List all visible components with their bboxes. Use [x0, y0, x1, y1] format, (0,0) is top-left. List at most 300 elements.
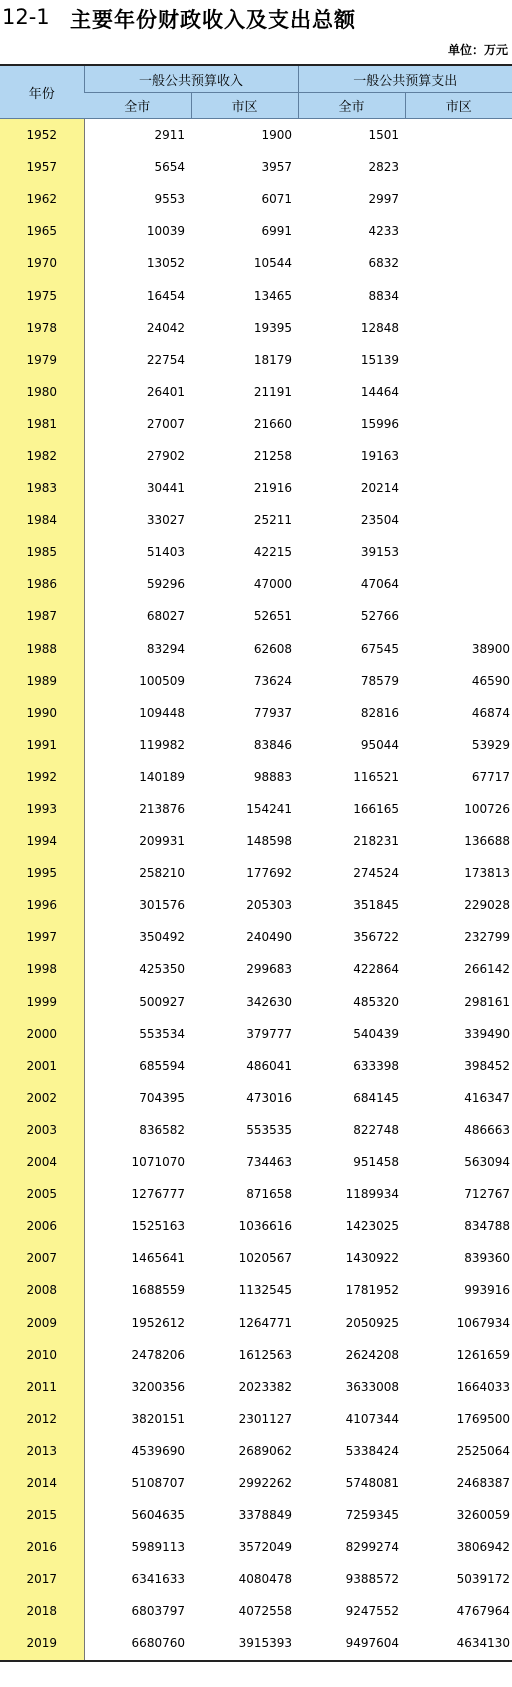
revenue-district-cell: 379777	[246, 1026, 293, 1041]
year-cell: 1996	[0, 889, 84, 921]
expenditure-city-cell: 7259345	[345, 1508, 400, 1523]
year-cell: 2013	[0, 1435, 84, 1467]
revenue-city-cell: 836582	[139, 1122, 185, 1137]
expenditure-city-cell: 82816	[360, 705, 400, 720]
year-cell: 1975	[0, 279, 84, 311]
expenditure-district-cell: 53929	[471, 737, 511, 752]
expenditure-district-cell	[405, 504, 512, 536]
revenue-city-cell: 13052	[146, 256, 185, 271]
year-cell: 1992	[0, 761, 84, 793]
table-row	[0, 1595, 512, 1627]
table-row	[0, 1531, 512, 1563]
expenditure-district-cell	[405, 183, 512, 215]
year-cell: 1981	[0, 408, 84, 440]
year-cell: 1970	[0, 247, 84, 279]
expenditure-district-cell	[405, 440, 512, 472]
revenue-district-cell: 4080478	[238, 1572, 293, 1587]
expenditure-district-cell: 46590	[471, 673, 511, 688]
revenue-city-cell: 685594	[139, 1058, 185, 1073]
revenue-district-cell: 42215	[253, 545, 293, 560]
revenue-city-cell: 1071070	[131, 1155, 185, 1170]
expenditure-city-cell: 67545	[360, 641, 400, 656]
year-cell: 2003	[0, 1114, 84, 1146]
table-row	[0, 1082, 512, 1114]
expenditure-city-cell: 39153	[360, 545, 400, 560]
revenue-city-cell: 22754	[146, 352, 185, 367]
revenue-district-cell: 734463	[246, 1155, 293, 1170]
table-row	[0, 472, 512, 504]
expenditure-city-cell: 47064	[360, 577, 400, 592]
expenditure-district-cell	[405, 408, 512, 440]
revenue-city-cell: 350492	[139, 930, 185, 945]
year-cell: 1994	[0, 825, 84, 857]
revenue-district-cell: 52651	[253, 609, 293, 624]
expenditure-city-cell: 2624208	[345, 1347, 400, 1362]
expenditure-city-cell: 95044	[360, 737, 400, 752]
expenditure-city-cell: 8834	[368, 288, 400, 303]
table-row	[0, 408, 512, 440]
expenditure-district-cell: 266142	[464, 962, 511, 977]
revenue-district-cell: 21258	[253, 448, 293, 463]
revenue-district-cell: 3957	[261, 160, 293, 175]
revenue-city-cell: 68027	[146, 609, 185, 624]
expenditure-city-cell: 9247552	[345, 1604, 400, 1619]
revenue-district-cell: 553535	[246, 1122, 293, 1137]
year-cell: 1988	[0, 633, 84, 665]
expenditure-district-cell: 3806942	[456, 1540, 511, 1555]
table-row	[0, 119, 512, 152]
expenditure-district-cell: 1664033	[456, 1379, 511, 1394]
table-row	[0, 1242, 512, 1274]
revenue-district-cell: 25211	[253, 513, 293, 528]
revenue-district-cell: 299683	[246, 962, 293, 977]
revenue-district-cell: 1612563	[238, 1347, 293, 1362]
expenditure-city-cell: 422864	[353, 962, 400, 977]
year-cell: 1957	[0, 151, 84, 183]
expenditure-city-cell: 540439	[353, 1026, 400, 1041]
revenue-city-cell: 27007	[146, 416, 185, 431]
revenue-city-cell: 1276777	[131, 1187, 185, 1202]
table-row	[0, 729, 512, 761]
year-cell: 1984	[0, 504, 84, 536]
revenue-city-cell: 33027	[146, 513, 185, 528]
expenditure-city-cell: 1501	[368, 128, 400, 143]
revenue-city-cell: 30441	[146, 481, 185, 496]
revenue-city-cell: 3200356	[131, 1379, 185, 1394]
revenue-city-cell: 6341633	[131, 1572, 185, 1587]
revenue-district-cell: 10544	[253, 256, 293, 271]
revenue-city-cell: 425350	[139, 962, 185, 977]
year-cell: 2015	[0, 1499, 84, 1531]
revenue-city-cell: 3820151	[131, 1411, 185, 1426]
expenditure-city-cell: 951458	[353, 1155, 400, 1170]
revenue-city-cell: 553534	[139, 1026, 185, 1041]
expenditure-district-cell	[405, 119, 512, 152]
revenue-district-cell: 205303	[246, 898, 293, 913]
revenue-district-cell: 77937	[253, 705, 293, 720]
table-row	[0, 1467, 512, 1499]
expenditure-city-cell: 6832	[368, 256, 400, 271]
year-cell: 1990	[0, 697, 84, 729]
expenditure-district-cell: 1261659	[456, 1347, 511, 1362]
expenditure-district-cell: 834788	[464, 1219, 511, 1234]
table-row	[0, 344, 512, 376]
revenue-city-cell: 500927	[139, 994, 185, 1009]
revenue-city-cell: 209931	[139, 834, 185, 849]
table-row	[0, 986, 512, 1018]
revenue-district-cell: 18179	[253, 352, 293, 367]
year-column-header: 年份	[0, 65, 84, 119]
revenue-district-cell: 1132545	[238, 1283, 293, 1298]
expenditure-district-cell: 712767	[464, 1187, 511, 1202]
year-cell: 2005	[0, 1178, 84, 1210]
expenditure-district-cell: 298161	[464, 994, 511, 1009]
expenditure-city-cell: 2050925	[345, 1315, 400, 1330]
expenditure-group-header: 一般公共预算支出	[298, 65, 512, 93]
table-row	[0, 568, 512, 600]
table-row	[0, 504, 512, 536]
table-header	[0, 65, 512, 119]
expenditure-district-cell: 486663	[464, 1122, 511, 1137]
table-row	[0, 1563, 512, 1595]
revenue-district-cell: 1036616	[238, 1219, 293, 1234]
year-cell: 2017	[0, 1563, 84, 1595]
expenditure-district-cell	[405, 215, 512, 247]
year-cell: 2004	[0, 1146, 84, 1178]
year-cell: 1979	[0, 344, 84, 376]
revenue-city-cell: 4539690	[131, 1443, 185, 1458]
expenditure-district-cell: 563094	[464, 1155, 511, 1170]
revenue-city-cell: 27902	[146, 448, 185, 463]
table-row	[0, 279, 512, 311]
revenue-district-cell: 148598	[246, 834, 293, 849]
expenditure-city-cell: 12848	[360, 320, 400, 335]
revenue-district-cell: 154241	[246, 802, 293, 817]
expenditure-city-cell: 9388572	[345, 1572, 400, 1587]
table-row	[0, 1403, 512, 1435]
expenditure-district-cell	[405, 344, 512, 376]
revenue-city-cell: 9553	[154, 192, 185, 207]
revenue-city-cell: 5108707	[131, 1475, 185, 1490]
expenditure-city-cell: 684145	[353, 1090, 400, 1105]
revenue-city-cell: 10039	[146, 224, 185, 239]
revenue-group-header: 一般公共预算收入	[84, 65, 298, 93]
table-row	[0, 825, 512, 857]
table-row	[0, 536, 512, 568]
revenue-district-cell: 13465	[253, 288, 293, 303]
revenue-district-cell: 2689062	[238, 1443, 293, 1458]
year-cell: 2006	[0, 1210, 84, 1242]
revenue-city-cell: 109448	[139, 705, 185, 720]
year-cell: 2014	[0, 1467, 84, 1499]
revenue-city-cell: 59296	[146, 577, 185, 592]
expenditure-district-cell: 229028	[464, 898, 511, 913]
year-cell: 2016	[0, 1531, 84, 1563]
revenue-district-cell: 4072558	[238, 1604, 293, 1619]
table-row	[0, 1114, 512, 1146]
revenue-city-cell: 5989113	[131, 1540, 185, 1555]
expenditure-city-cell: 351845	[353, 898, 400, 913]
revenue-district-cell: 47000	[253, 577, 293, 592]
revenue-city-cell: 301576	[139, 898, 185, 913]
table-row	[0, 633, 512, 665]
revenue-city-header: 全市	[84, 93, 191, 119]
expenditure-district-cell: 2468387	[456, 1475, 511, 1490]
table-row	[0, 440, 512, 472]
expenditure-district-cell: 339490	[464, 1026, 511, 1041]
revenue-city-cell: 2911	[154, 128, 185, 143]
revenue-city-cell: 1952612	[131, 1315, 185, 1330]
revenue-district-cell: 3572049	[238, 1540, 293, 1555]
expenditure-city-cell: 1781952	[345, 1283, 400, 1298]
revenue-district-cell: 1020567	[238, 1251, 293, 1266]
year-cell: 1962	[0, 183, 84, 215]
year-cell: 1989	[0, 665, 84, 697]
table-row	[0, 1050, 512, 1082]
year-cell: 2002	[0, 1082, 84, 1114]
table-row	[0, 1371, 512, 1403]
revenue-district-cell: 62608	[253, 641, 293, 656]
expenditure-district-cell: 839360	[464, 1251, 511, 1266]
expenditure-district-cell	[405, 247, 512, 279]
revenue-district-header: 市区	[191, 93, 298, 119]
expenditure-city-cell: 15139	[360, 352, 400, 367]
expenditure-district-cell: 38900	[471, 641, 511, 656]
expenditure-city-cell: 116521	[353, 769, 400, 784]
revenue-district-cell: 6991	[261, 224, 293, 239]
table-number: 12-1	[2, 5, 50, 29]
expenditure-city-cell: 20214	[360, 481, 400, 496]
table-row	[0, 183, 512, 215]
table-row	[0, 889, 512, 921]
revenue-district-cell: 3378849	[238, 1508, 293, 1523]
expenditure-city-cell: 2997	[368, 192, 400, 207]
revenue-city-cell: 5604635	[131, 1508, 185, 1523]
revenue-district-cell: 2023382	[238, 1379, 293, 1394]
expenditure-district-cell: 100726	[464, 802, 511, 817]
expenditure-district-cell: 416347	[464, 1090, 511, 1105]
table-row	[0, 1306, 512, 1338]
year-cell: 1999	[0, 986, 84, 1018]
table-row	[0, 376, 512, 408]
expenditure-district-cell: 4634130	[405, 1627, 512, 1660]
expenditure-district-cell: 3260059	[456, 1508, 511, 1523]
expenditure-city-cell: 9497604	[298, 1627, 405, 1660]
expenditure-city-cell: 166165	[353, 802, 400, 817]
expenditure-district-cell: 5039172	[456, 1572, 511, 1587]
expenditure-city-cell: 356722	[353, 930, 400, 945]
table-row	[0, 1435, 512, 1467]
table-body	[0, 119, 512, 1661]
expenditure-district-header: 市区	[405, 93, 512, 119]
revenue-city-cell: 704395	[139, 1090, 185, 1105]
expenditure-district-cell: 136688	[464, 834, 511, 849]
revenue-district-cell: 871658	[246, 1187, 293, 1202]
expenditure-city-cell: 633398	[353, 1058, 400, 1073]
revenue-city-cell: 5654	[154, 160, 185, 175]
table-row	[0, 600, 512, 632]
table-row	[0, 665, 512, 697]
revenue-city-cell: 26401	[146, 384, 185, 399]
table-row	[0, 697, 512, 729]
year-cell: 1993	[0, 793, 84, 825]
table-row	[0, 215, 512, 247]
revenue-city-cell: 119982	[139, 737, 185, 752]
revenue-city-cell: 83294	[146, 641, 185, 656]
expenditure-district-cell: 46874	[471, 705, 511, 720]
revenue-city-cell: 213876	[139, 802, 185, 817]
expenditure-city-cell: 218231	[353, 834, 400, 849]
title-bar	[0, 0, 512, 40]
table-row	[0, 1339, 512, 1371]
table-row	[0, 312, 512, 344]
year-cell: 1952	[0, 119, 84, 152]
expenditure-city-cell: 4107344	[345, 1411, 400, 1426]
revenue-city-cell: 6803797	[131, 1604, 185, 1619]
revenue-district-cell: 19395	[253, 320, 293, 335]
expenditure-district-cell: 2525064	[456, 1443, 511, 1458]
expenditure-district-cell	[405, 151, 512, 183]
expenditure-city-cell: 14464	[360, 384, 400, 399]
year-cell: 1991	[0, 729, 84, 761]
expenditure-district-cell: 173813	[464, 866, 511, 881]
expenditure-city-cell: 8299274	[345, 1540, 400, 1555]
revenue-district-cell: 6071	[261, 192, 293, 207]
revenue-city-cell: 100509	[139, 673, 185, 688]
year-cell: 1983	[0, 472, 84, 504]
expenditure-city-cell: 274524	[353, 866, 400, 881]
finance-table	[0, 64, 512, 1662]
revenue-district-cell: 240490	[246, 930, 293, 945]
year-cell: 2019	[0, 1627, 84, 1660]
expenditure-city-cell: 1189934	[345, 1187, 400, 1202]
revenue-city-cell: 24042	[146, 320, 185, 335]
expenditure-district-cell	[405, 376, 512, 408]
expenditure-city-cell: 1423025	[345, 1219, 400, 1234]
revenue-city-cell: 1525163	[131, 1219, 185, 1234]
expenditure-district-cell	[405, 472, 512, 504]
table-row	[0, 761, 512, 793]
revenue-district-cell: 21660	[253, 416, 293, 431]
expenditure-city-cell: 1430922	[345, 1251, 400, 1266]
expenditure-district-cell: 232799	[464, 930, 511, 945]
revenue-district-cell: 21191	[253, 384, 293, 399]
expenditure-district-cell	[405, 568, 512, 600]
expenditure-district-cell: 1769500	[456, 1411, 511, 1426]
page-title: 主要年份财政收入及支出总额	[70, 8, 356, 32]
table-row	[0, 151, 512, 183]
year-cell: 2012	[0, 1403, 84, 1435]
revenue-city-cell: 1465641	[131, 1251, 185, 1266]
expenditure-district-cell: 398452	[464, 1058, 511, 1073]
expenditure-city-cell: 4233	[368, 224, 400, 239]
revenue-district-cell: 1264771	[238, 1315, 293, 1330]
revenue-district-cell: 486041	[246, 1058, 293, 1073]
expenditure-city-cell: 485320	[353, 994, 400, 1009]
table-row	[0, 1274, 512, 1306]
revenue-district-cell: 1900	[261, 128, 293, 143]
revenue-city-cell: 258210	[139, 866, 185, 881]
table-row	[0, 1210, 512, 1242]
table-row	[0, 1146, 512, 1178]
revenue-city-cell: 6680760	[84, 1627, 191, 1660]
expenditure-city-header: 全市	[298, 93, 405, 119]
expenditure-city-cell: 5338424	[345, 1443, 400, 1458]
revenue-district-cell: 473016	[246, 1090, 293, 1105]
unit-label: 单位：万元	[447, 43, 508, 57]
revenue-district-cell: 2301127	[238, 1411, 293, 1426]
revenue-district-cell: 3915393	[191, 1627, 298, 1660]
revenue-city-cell: 51403	[146, 545, 185, 560]
year-cell: 1982	[0, 440, 84, 472]
year-cell: 2000	[0, 1018, 84, 1050]
table-row	[0, 953, 512, 985]
year-cell: 1998	[0, 953, 84, 985]
table-row	[0, 857, 512, 889]
year-cell: 2009	[0, 1306, 84, 1338]
revenue-city-cell: 1688559	[131, 1283, 185, 1298]
year-cell: 1997	[0, 921, 84, 953]
expenditure-city-cell: 2823	[368, 160, 400, 175]
expenditure-district-cell: 993916	[464, 1283, 511, 1298]
year-cell: 2010	[0, 1339, 84, 1371]
year-cell: 1986	[0, 568, 84, 600]
expenditure-district-cell	[405, 600, 512, 632]
year-cell: 1987	[0, 600, 84, 632]
year-cell: 1978	[0, 312, 84, 344]
year-cell: 2001	[0, 1050, 84, 1082]
revenue-city-cell: 16454	[146, 288, 185, 303]
revenue-district-cell: 83846	[253, 737, 293, 752]
revenue-district-cell: 342630	[246, 994, 293, 1009]
year-cell: 2018	[0, 1595, 84, 1627]
table-row	[0, 1627, 512, 1660]
expenditure-city-cell: 15996	[360, 416, 400, 431]
expenditure-city-cell: 5748081	[345, 1475, 400, 1490]
revenue-district-cell: 21916	[253, 481, 293, 496]
expenditure-city-cell: 19163	[360, 448, 400, 463]
expenditure-district-cell: 1067934	[456, 1315, 511, 1330]
expenditure-city-cell: 78579	[360, 673, 400, 688]
table-row	[0, 793, 512, 825]
expenditure-district-cell	[405, 536, 512, 568]
year-cell: 2011	[0, 1371, 84, 1403]
revenue-district-cell: 177692	[246, 866, 293, 881]
expenditure-district-cell: 67717	[471, 769, 511, 784]
table-row	[0, 1018, 512, 1050]
table-row	[0, 247, 512, 279]
expenditure-city-cell: 23504	[360, 513, 400, 528]
year-cell: 1985	[0, 536, 84, 568]
year-cell: 2007	[0, 1242, 84, 1274]
table-row	[0, 1499, 512, 1531]
revenue-city-cell: 2478206	[131, 1347, 185, 1362]
expenditure-city-cell: 52766	[360, 609, 400, 624]
year-cell: 1965	[0, 215, 84, 247]
year-cell: 1995	[0, 857, 84, 889]
revenue-district-cell: 2992262	[238, 1475, 293, 1490]
expenditure-district-cell	[405, 312, 512, 344]
year-cell: 2008	[0, 1274, 84, 1306]
expenditure-city-cell: 822748	[353, 1122, 400, 1137]
year-cell: 1980	[0, 376, 84, 408]
revenue-district-cell: 98883	[253, 769, 293, 784]
expenditure-district-cell	[405, 279, 512, 311]
table-row	[0, 1178, 512, 1210]
revenue-city-cell: 140189	[139, 769, 185, 784]
table-row	[0, 921, 512, 953]
revenue-district-cell: 73624	[253, 673, 293, 688]
